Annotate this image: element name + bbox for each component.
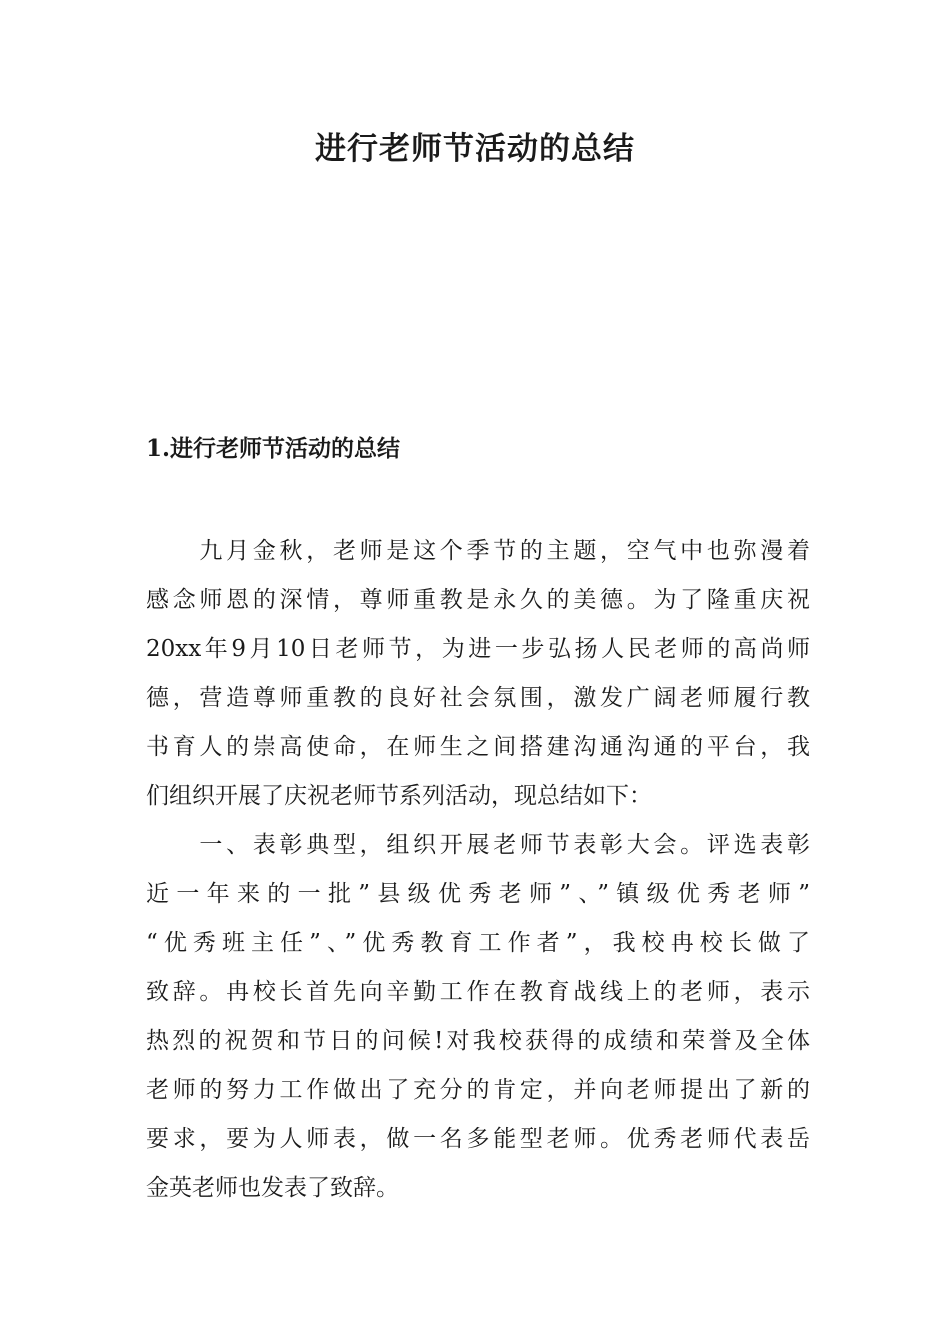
section-heading: 1.进行老师节活动的总结 <box>146 435 401 462</box>
body-text <box>146 527 810 1213</box>
text-line: 老师的努力工作做出了充分的肯定，并向老师提出了新的 <box>146 1077 810 1103</box>
text-line: “优秀班主任”、”优秀教育工作者”，我校冉校长做了 <box>146 930 810 956</box>
text-line: 感念师恩的深情，尊师重教是永久的美德。为了隆重庆祝 <box>146 587 810 613</box>
text-line: 九月金秋，老师是这个季节的主题，空气中也弥漫着 <box>146 538 810 564</box>
text-line: 金英老师也发表了致辞。 <box>146 1175 399 1201</box>
document-title: 进行老师节活动的总结 <box>315 131 635 167</box>
text-line: 20xx年9月10日老师节，为进一步弘扬人民老师的高尚师 <box>146 636 810 662</box>
text-line: 一、表彰典型，组织开展老师节表彰大会。评选表彰 <box>146 832 810 858</box>
text-line: 热烈的祝贺和节日的问候!对我校获得的成绩和荣誉及全体 <box>146 1028 810 1054</box>
text-line: 近一年来的一批”县级优秀老师”、”镇级优秀老师” <box>146 881 810 907</box>
text-line: 书育人的崇高使命，在师生之间搭建沟通沟通的平台，我 <box>146 734 810 760</box>
text-line: 致辞。冉校长首先向辛勤工作在教育战线上的老师，表示 <box>146 979 810 1005</box>
text-line: 要求，要为人师表，做一名多能型老师。优秀老师代表岳 <box>146 1126 810 1152</box>
text-line: 德，营造尊师重教的良好社会氛围，激发广阔老师履行教 <box>146 685 810 711</box>
text-line: 们组织开展了庆祝老师节系列活动，现总结如下： <box>146 783 652 809</box>
